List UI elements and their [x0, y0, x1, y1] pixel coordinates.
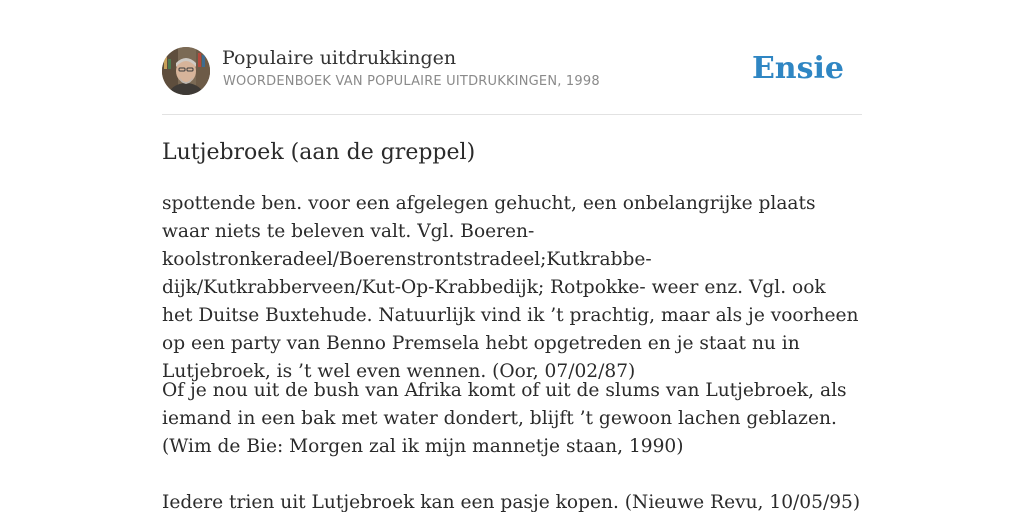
entry-paragraph-3: Iedere trien uit Lutjebroek kan een pasje kopen. (Nieuwe Revu, 10/05/95): [162, 492, 861, 512]
entry-paragraph-1: spottende ben. voor een afgelegen gehucht, een onbelangrijke plaats waar niets te beleven valt. Vgl. Boeren- koolstronkeradeel/Boerenstrontstradeel;Kutkrabbe-dijk/Kutkrabberveen/Kut-Op-Krabbedijk; Rotpokke- weer enz. Vgl. ook het Duitse Buxtehude. Natuurlijk vind ik ’t prachtig, maar als je voorheen op een party van Benno Premsela hebt opgetreden en je staat nu in Lutjebroek, is ’t wel even wennen. (Oor, 07/02/87): [162, 193, 859, 382]
entry-paragraph-2: Of je nou uit de bush van Afrika komt of uit de slums van Lutjebroek, als iemand in een bak met water dondert, blijft ’t gewoon lachen geblazen. (Wim de Bie: Morgen zal ik mijn mannetje staan, 1990): [162, 380, 847, 457]
source-subtitle: WOORDENBOEK VAN POPULAIRE UITDRUKKINGEN, 1998: [223, 74, 600, 89]
author-avatar[interactable]: [162, 47, 210, 95]
ensie-logo-link[interactable]: Ensie: [751, 51, 844, 86]
source-title[interactable]: Populaire uitdrukkingen: [222, 47, 457, 69]
avatar-portrait-icon: [162, 47, 210, 95]
entry-title: Lutjebroek (aan de greppel): [162, 140, 476, 165]
source-header: [162, 46, 862, 115]
